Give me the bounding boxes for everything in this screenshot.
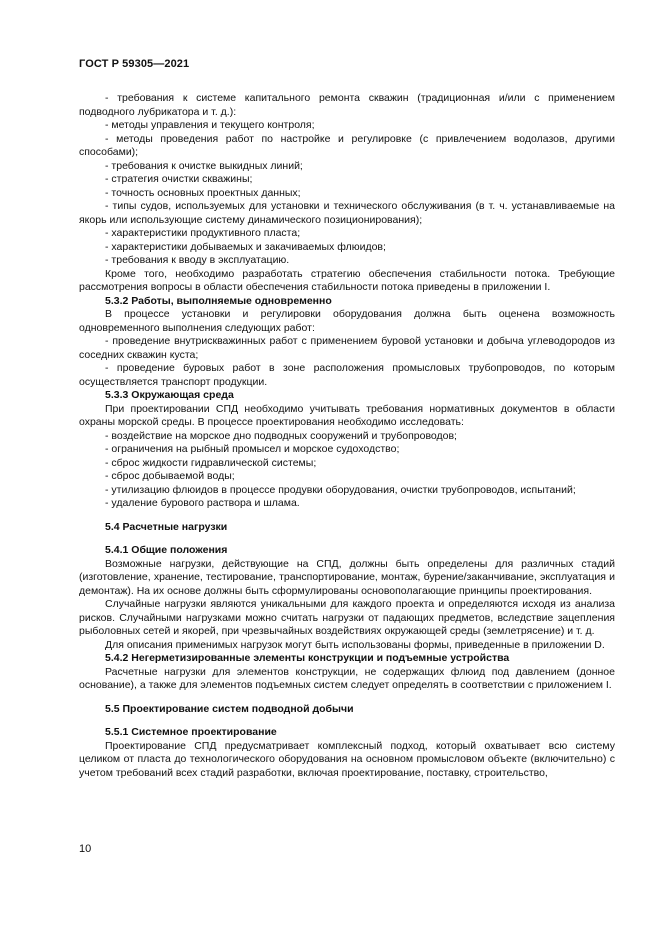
section-heading-5-4: 5.4 Расчетные нагрузки xyxy=(105,520,228,533)
section-heading-5-5-1: 5.5.1 Системное проектирование xyxy=(105,726,277,738)
list-item: - ограничения на рыбный промысел и морское судоходство; xyxy=(105,443,400,455)
document-header: ГОСТ Р 59305—2021 xyxy=(79,58,190,70)
paragraph: Возможные нагрузки, действующие на СПД, должны быть определены для различных стадий (изготовление, хранение, тестирование, транспортирование, монтаж, бурение/заканчивание, эксплуатация и демонтаж). На их основе должны быть сформулированы основополагающие принципы проектирования. xyxy=(79,557,615,597)
list-item: - требования к системе капитального ремонта скважин (традиционная и/или с применением подводного лубрикатора и т. д.): xyxy=(79,92,615,118)
page-number: 10 xyxy=(79,843,92,855)
list-item: - сброс жидкости гидравлической системы; xyxy=(105,456,317,469)
document-body xyxy=(79,92,615,780)
paragraph: Проектирование СПД предусматривает комплексный подход, который охватывает всю систему целиком от пласта до технологического оборудования на основном промысловом объекте (включительно) с учетом требований всех стадий разработки, включая проектирование, поставку, строительство, xyxy=(79,739,615,779)
list-item: - методы управления и текущего контроля; xyxy=(105,119,315,131)
list-item: - воздействие на морское дно подводных сооружений и трубопроводов; xyxy=(105,429,457,442)
list-item: - проведение внутрискважинных работ с применением буровой установки и добыча углеводородов из соседних скважин куста; xyxy=(79,335,615,361)
section-heading-5-4-2: 5.4.2 Негерметизированные элементы конструкции и подъемные устройства xyxy=(105,652,510,664)
list-item: - характеристики продуктивного пласта; xyxy=(105,227,301,239)
list-item: - требования к очистке выкидных линий; xyxy=(105,159,303,172)
list-item: - проведение буровых работ в зоне расположения промысловых трубопроводов, по которым осуществляется транспорт продукции. xyxy=(79,362,615,388)
paragraph: Случайные нагрузки являются уникальными для каждого проекта и определяются исходя из анализа рисков. Случайными нагрузками можно считать нагрузки от падающих предметов, вследствие зацепления рыболовных сетей и якорей, при чрезвычайных воздействиях окружающей среды (землетрясение) и т. д. xyxy=(79,598,615,637)
section-heading-5-3-2: 5.3.2 Работы, выполняемые одновременно xyxy=(105,294,332,307)
section-heading-5-5: 5.5 Проектирование систем подводной добычи xyxy=(105,702,354,715)
section-heading-5-3-3: 5.3.3 Окружающая среда xyxy=(105,389,234,401)
list-item: - характеристики добываемых и закачиваемых флюидов; xyxy=(105,240,386,253)
paragraph: При проектировании СПД необходимо учитывать требования нормативных документов в области охраны морской среды. В процессе проектирования необходимо исследовать: xyxy=(79,402,615,428)
list-item: - утилизацию флюидов в процессе продувки оборудования, очистки трубопроводов, испытаний; xyxy=(105,483,576,496)
paragraph: Для описания применимых нагрузок могут быть использованы формы, приведенные в приложении D. xyxy=(105,638,605,651)
paragraph: Кроме того, необходимо разработать стратегию обеспечения стабильности потока. Требующие рассмотрения вопросы в области обеспечения стабильности потока приведены в приложении I. xyxy=(79,267,615,293)
list-item: - требования к вводу в эксплуатацию. xyxy=(105,254,290,266)
list-item: - удаление бурового раствора и шлама. xyxy=(105,497,300,509)
list-item: - методы проведения работ по настройке и регулировке (с привлечением водолазов, другими способами); xyxy=(79,132,615,158)
list-item: - стратегия очистки скважины; xyxy=(105,173,253,185)
paragraph: Расчетные нагрузки для элементов конструкции, не содержащих флюид под давлением (донное основание), а также для элементов подъемных систем следует определять в соответствии с приложением I. xyxy=(79,665,615,691)
list-item: - типы судов, используемых для установки и технического обслуживания (в т. ч. устанавливаемые на якорь или использующие систему динамического позиционирования); xyxy=(79,200,615,226)
list-item: - точность основных проектных данных; xyxy=(105,186,301,199)
list-item: - сброс добываемой воды; xyxy=(105,470,235,482)
paragraph: В процессе установки и регулировки оборудования должна быть оценена возможность одновременного выполнения следующих работ: xyxy=(79,308,615,334)
section-heading-5-4-1: 5.4.1 Общие положения xyxy=(105,544,228,556)
